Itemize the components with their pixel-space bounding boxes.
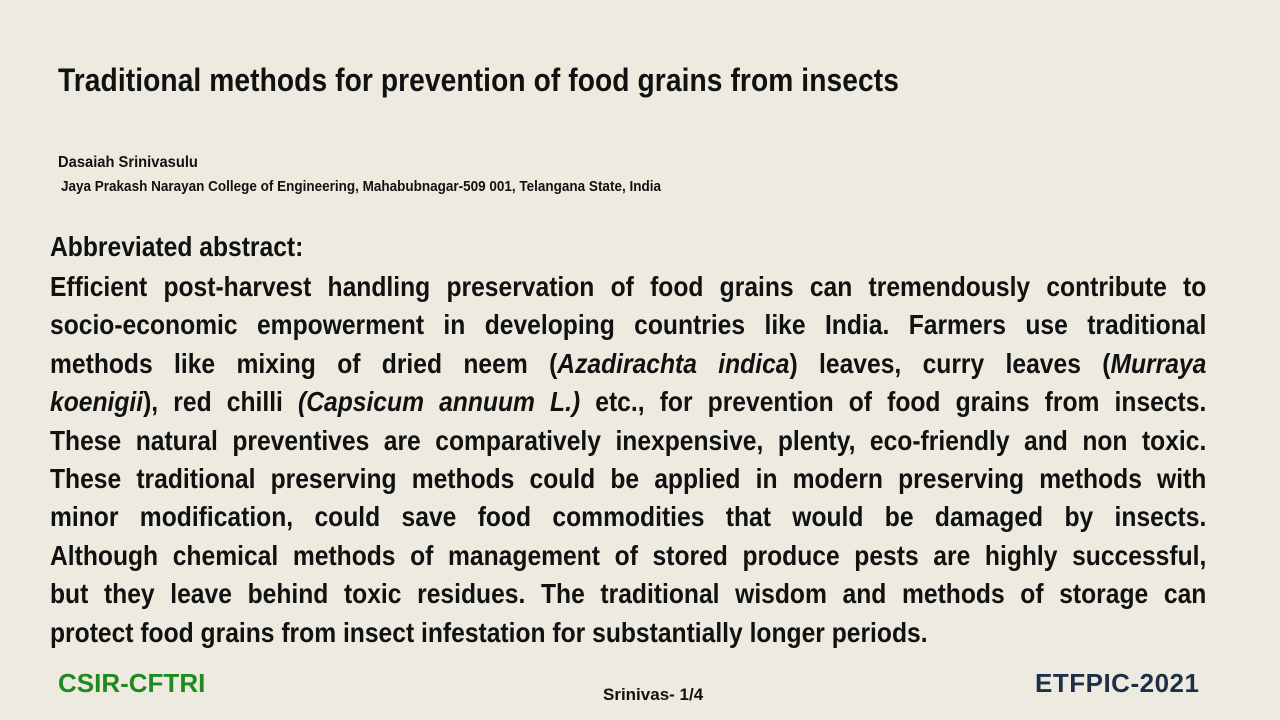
abstract-text: methods like mixing of dried neem (	[50, 347, 558, 379]
abstract-text: Although chemical methods of management of stored produce pests are highly successful,	[50, 539, 1207, 571]
abstract-text: minor modification, could save food commodities that would be damaged by insects.	[50, 501, 1207, 533]
abstract-line	[50, 460, 1206, 498]
abstract-line	[50, 614, 1206, 652]
author-affiliation: Jaya Prakash Narayan College of Engineering, Mahabubnagar-509 001, Telangana State, India	[61, 178, 661, 195]
abstract-line	[50, 345, 1206, 383]
abstract-text: These natural preventives are comparatively inexpensive, plenty, eco-friendly and non toxic.	[50, 424, 1207, 456]
abstract-text: ), red chilli	[143, 386, 299, 418]
abstract-text: Efficient post-harvest handling preservation of food grains can tremendously contribute to	[50, 271, 1207, 302]
slide-title: Traditional methods for prevention of food grains from insects	[58, 62, 899, 98]
abstract-line	[50, 268, 1206, 306]
abstract-text: socio-economic empowerment in developing countries like India. Farmers use traditional	[50, 309, 1207, 341]
abstract-text: These traditional preserving methods could be applied in modern preserving methods with	[50, 463, 1207, 495]
abstract-line	[50, 422, 1206, 460]
abstract-line	[50, 575, 1206, 613]
species-name: Murraya	[1110, 347, 1207, 379]
abstract-line	[50, 498, 1206, 536]
abstract-text: protect food grains from insect infestation for substantially longer periods.	[50, 616, 928, 648]
abstract-line	[50, 306, 1206, 344]
abstract-body	[50, 268, 1206, 652]
abstract-text: ) leaves, curry leaves (	[789, 347, 1111, 379]
abstract-line	[50, 383, 1206, 421]
species-name: koenigii	[50, 386, 144, 418]
footer-organization: CSIR-CFTRI	[58, 668, 206, 698]
footer-page-label: Srinivas- 1/4	[603, 685, 704, 704]
abstract-heading: Abbreviated abstract:	[50, 231, 304, 262]
abstract-line	[50, 537, 1206, 575]
footer-conference: ETFPIC-2021	[1035, 668, 1200, 698]
author-name: Dasaiah Srinivasulu	[58, 154, 198, 171]
abstract-text: but they leave behind toxic residues. The traditional wisdom and methods of storage can	[50, 578, 1207, 610]
species-name: Azadirachta indica	[557, 347, 790, 379]
species-name: (Capsicum annuum L.)	[298, 386, 581, 418]
abstract-text: etc., for prevention of food grains from insects.	[580, 386, 1207, 418]
